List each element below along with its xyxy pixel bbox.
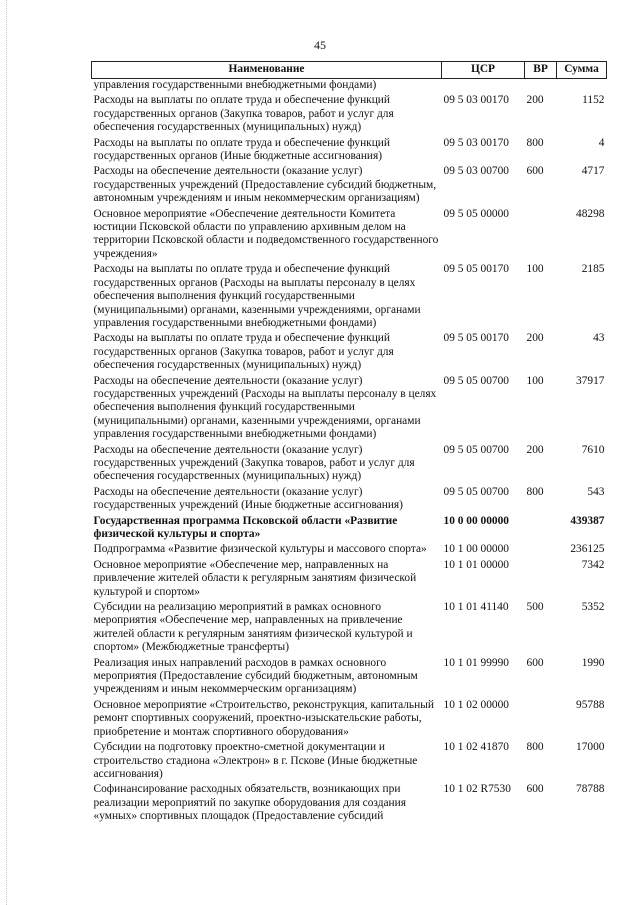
row-csr: 10 1 02 41870	[443, 741, 509, 754]
row-csr: 10 1 00 00000	[443, 543, 509, 556]
row-csr: 09 5 05 00700	[443, 374, 509, 387]
row-vr	[525, 208, 557, 264]
row-name: Расходы на выплаты по оплате труда и обеспечение функций государственных органов (Закупка товаров, работ и услуг для обеспечения государственных (муниципальных) нужд)	[93, 94, 394, 134]
row-name: Софинансирование расходных обязательств, возникающих при реализации мероприятий по закупке оборудования для создания «умных» спортивных площадок (Предоставление субсидий	[93, 783, 406, 823]
row-vr: 200	[526, 443, 544, 456]
row-sum: 43	[593, 332, 605, 345]
header-name: Наименование	[92, 62, 442, 79]
row-vr: 600	[526, 165, 544, 178]
row-sum: 17000	[576, 741, 605, 754]
row-csr: 10 1 01 00000	[443, 558, 509, 571]
row-csr: 10 1 01 41140	[443, 601, 509, 614]
table-row	[92, 543, 607, 558]
row-csr: 09 5 05 00700	[443, 485, 509, 498]
row-csr: 09 5 03 00170	[443, 94, 509, 107]
row-sum: 95788	[576, 698, 605, 711]
table-header-row	[92, 62, 607, 79]
row-csr: 09 5 03 00700	[443, 165, 509, 178]
row-name: Основное мероприятие «Строительство, реконструкция, капитальный ремонт спортивных сооружений, проектно-изыскательские работы, приобретение и монтаж спортивного оборудования»	[93, 698, 434, 738]
row-csr: 10 0 00 00000	[443, 514, 509, 527]
row-sum: 439387	[570, 514, 605, 527]
table-row	[92, 332, 607, 374]
row-sum: 7342	[581, 558, 605, 571]
row-name: управления государственными внебюджетными фондами)	[93, 79, 377, 91]
row-vr	[525, 515, 557, 544]
row-sum: 78788	[576, 783, 605, 796]
row-sum: 37917	[576, 374, 605, 387]
row-sum: 5352	[581, 601, 605, 614]
row-name: Расходы на обеспечение деятельности (оказание услуг) государственных учреждений (Иные бюджетные ассигнования)	[93, 485, 403, 512]
row-sum: 1152	[582, 94, 605, 107]
row-vr: 800	[526, 741, 544, 754]
row-name: Основное мероприятие «Обеспечение мер, направленных на привлечение жителей области к регулярным занятиям физической культурой и спортом»	[93, 558, 417, 598]
table-row	[92, 601, 607, 657]
row-vr: 100	[526, 374, 544, 387]
row-vr: 800	[526, 485, 544, 498]
row-name: Субсидии на подготовку проектно-сметной документации и строительство стадиона «Электрон» в г. Пскове (Иные бюджетные ассигнования)	[93, 741, 418, 780]
table-row	[92, 94, 607, 136]
page-edge-dotted-line	[6, 0, 8, 905]
row-name: Расходы на обеспечение деятельности (оказание услуг) государственных учреждений (Закупка товаров, работ и услуг для обеспечения государственных (муниципальных) нужд)	[93, 443, 415, 483]
row-vr: 600	[526, 783, 544, 796]
row-vr	[525, 543, 557, 558]
row-name: Реализация иных направлений расходов в рамках основного мероприятия (Предоставление субсидий бюджетным, автономным учреждениям и иным некоммерческим организациям)	[93, 656, 418, 696]
row-csr: 09 5 05 00170	[443, 332, 509, 345]
row-sum: 4717	[581, 165, 605, 178]
row-vr: 200	[526, 332, 544, 345]
table-row	[92, 783, 607, 825]
row-csr: 09 5 05 00700	[443, 443, 509, 456]
table-row	[92, 165, 607, 207]
row-csr: 10 1 02 R7530	[443, 783, 511, 796]
table-row	[92, 515, 607, 544]
row-name: Государственная программа Псковской области «Развитие физической культуры и спорта»	[93, 514, 398, 540]
row-sum: 48298	[576, 207, 605, 220]
row-vr	[525, 559, 557, 601]
row-sum	[557, 79, 607, 95]
row-name: Расходы на выплаты по оплате труда и обеспечение функций государственных органов (Расходы на выплаты персоналу в целях обеспечения выполнения функций государственными (муниципальными) органами, казенными учреждениями, органами управления государственными внебюджетными фондами)	[93, 263, 421, 329]
table-row	[92, 375, 607, 444]
row-name: Основное мероприятие «Обеспечение деятельности Комитета юстиции Псковской области по управлению архивным делом на территории Псковской области и подведомственного государственного учреждения»	[93, 207, 439, 260]
table-row	[92, 699, 607, 741]
row-csr: 10 1 01 99990	[443, 656, 509, 669]
table-row	[92, 444, 607, 486]
row-name: Расходы на обеспечение деятельности (оказание услуг) государственных учреждений (Предоставление субсидий бюджетным, автономным учреждениям и иным некоммерческим организациям)	[93, 165, 437, 205]
row-vr	[525, 699, 557, 741]
table-row	[92, 559, 607, 601]
row-sum: 1990	[581, 656, 605, 669]
row-name: Субсидии на реализацию мероприятий в рамках основного мероприятия «Обеспечение мер, направленных на привлечение жителей области к регулярным занятиям физической культурой и спортом» (Межбюджетные трансферты)	[93, 601, 413, 654]
budget-table	[91, 61, 607, 826]
page-number: 45	[314, 38, 326, 52]
row-name: Расходы на выплаты по оплате труда и обеспечение функций государственных органов (Иные бюджетные ассигнования)	[93, 136, 390, 163]
row-sum: 2185	[581, 263, 605, 276]
table-row	[92, 657, 607, 699]
row-csr	[442, 79, 525, 95]
header-csr: ЦСР	[442, 62, 525, 79]
row-csr: 09 5 03 00170	[443, 136, 509, 149]
row-csr: 10 1 02 00000	[443, 698, 509, 711]
row-name: Расходы на выплаты по оплате труда и обеспечение функций государственных органов (Закупка товаров, работ и услуг для обеспечения государственных (муниципальных) нужд)	[93, 332, 394, 372]
table-row	[92, 137, 607, 166]
row-name: Подпрограмма «Развитие физической культуры и массового спорта»	[93, 543, 427, 556]
row-vr: 500	[526, 601, 544, 614]
header-vr: ВР	[525, 62, 557, 79]
row-sum: 7610	[581, 443, 605, 456]
table-row	[92, 486, 607, 515]
row-vr: 200	[526, 94, 544, 107]
row-csr: 09 5 05 00000	[443, 207, 509, 220]
row-csr: 09 5 05 00170	[443, 263, 509, 276]
row-vr: 800	[526, 136, 544, 149]
row-sum: 4	[598, 136, 605, 149]
row-name: Расходы на обеспечение деятельности (оказание услуг) государственных учреждений (Расходы на выплаты персоналу в целях обеспечения выполнения функций государственными (муниципальными) органами, казенными учреждениями, органами управления государственными внебюджетными фондами)	[93, 374, 437, 441]
row-vr: 600	[526, 656, 544, 669]
header-sum: Сумма	[557, 62, 607, 79]
row-vr	[525, 79, 557, 95]
table-row	[92, 208, 607, 264]
row-vr: 100	[526, 263, 544, 276]
table-row	[92, 741, 607, 783]
table-row	[92, 79, 607, 95]
row-sum: 543	[587, 485, 605, 498]
table-row	[92, 263, 607, 332]
row-sum: 236125	[570, 543, 605, 556]
